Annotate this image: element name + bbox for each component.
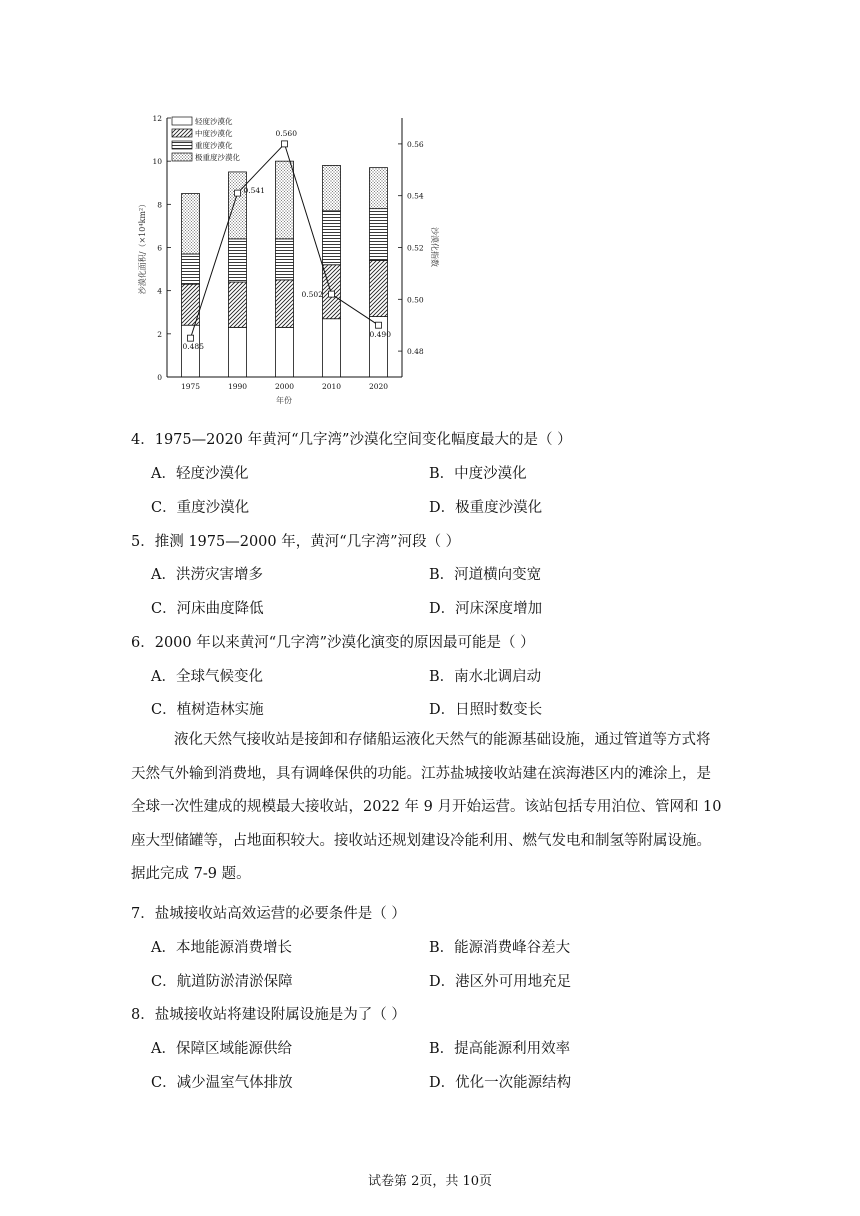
question-7-option-a: A．本地能源消费增长 [151,940,292,956]
x-tick-label: 2000 [274,382,295,391]
question-8-option-c: C．减少温室气体排放 [151,1075,293,1091]
passage-line: 天然气外输到消费地，具有调峰保供的功能。江苏盐城接收站建在滨海港区内的滩涂上，是 [131,765,711,782]
index-point-marker [376,322,382,328]
y-left-tick-label: 0 [157,373,162,382]
question-4-option-d: D．极重度沙漠化 [429,500,543,516]
y-left-tick-label: 6 [157,243,162,253]
question-4-option-a: A．轻度沙漠化 [151,466,249,482]
y-left-tick-label: 8 [157,200,162,210]
bar-segment [229,239,247,282]
legend-swatch [172,129,192,137]
y-left-tick-label: 2 [157,329,162,339]
legend-label: 极重度沙漠化 [195,153,240,162]
y-right-tick-label: 0.52 [407,243,424,253]
bar-segment [323,165,341,210]
legend-label: 中度沙漠化 [195,129,233,138]
bar-segment [276,239,294,280]
question-7-option-c: C．航道防淤清淤保障 [151,974,293,990]
x-tick-label: 2020 [368,382,389,391]
passage-line: 液化天然气接收站是接卸和存储船运液化天然气的能源基础设施，通过管道等方式将 [174,732,711,748]
question-5-option-d: D．河床深度增加 [429,601,543,617]
question-6-option-c: C．植树造林实施 [151,702,264,718]
question-7-option-d: D．港区外可用地充足 [429,974,572,990]
bar-segment [229,172,247,239]
legend-label: 轻度沙漠化 [195,117,233,126]
bar-segment [276,327,294,377]
index-point-label: 0.502 [301,290,323,300]
legend-swatch [172,117,192,125]
bar-segment [182,194,200,254]
question-8-option-d: D．优化一次能源结构 [429,1075,572,1091]
index-point-label: 0.485 [182,342,204,352]
index-point-marker [188,335,194,341]
y-left-tick-label: 4 [157,286,162,296]
question-8-stem: 8．盐城接收站将建设附属设施是为了（ ） [131,1007,406,1023]
index-point-marker [329,291,335,297]
x-tick-label: 1975 [180,382,201,391]
y-right-tick-label: 0.48 [407,347,424,357]
question-5-stem: 5．推测 1975—2000 年，黄河“几字湾”河段（ ） [131,534,461,550]
legend-swatch [172,153,192,161]
question-5-option-b: B．河道横向变宽 [429,567,542,583]
question-8-option-b: B．提高能源利用效率 [429,1041,571,1057]
x-axis-label: 年份 [276,396,292,405]
passage-line: 据此完成 7-9 题。 [131,866,251,882]
y-right-tick-label: 0.50 [407,295,424,305]
question-6-stem: 6．2000 年以来黄河“几字湾”沙漠化演变的原因最可能是（ ） [131,635,535,651]
question-8-option-a: A．保障区域能源供给 [151,1041,292,1057]
question-5-option-c: C．河床曲度降低 [151,601,264,617]
desertification-chart [132,105,452,410]
y-axis-left-label: 沙漠化面积/（×10⁴km²） [138,199,147,295]
bar-segment [182,254,200,284]
index-point-label: 0.490 [369,330,391,340]
y-right-tick-label: 0.56 [407,139,424,149]
y-left-tick-label: 12 [152,114,162,123]
question-7-option-b: B．能源消费峰谷差大 [429,940,571,956]
bar-segment [229,327,247,377]
question-6-option-a: A．全球气候变化 [151,669,263,685]
question-7-stem: 7．盐城接收站高效运营的必要条件是（ ） [131,906,406,922]
reading-passage [131,724,743,892]
page-footer: 试卷第 2页，共 10页 [367,1174,493,1189]
x-tick-label: 1990 [227,382,248,391]
question-4-option-c: C．重度沙漠化 [151,500,250,516]
question-6-option-d: D．日照时数变长 [429,702,543,718]
legend-swatch [172,141,192,149]
y-axis-right-label: 沙漠化指数 [430,227,439,267]
bar-segment [276,161,294,239]
bar-segment [370,260,388,316]
bar-segment [229,282,247,327]
passage-line: 全球一次性建成的规模最大接收站，2022 年 9 月开始运营。该站包括专用泊位、管网和 10 [131,799,722,815]
question-4-option-b: B．中度沙漠化 [429,466,527,482]
bar-segment [323,319,341,377]
bar-segment [276,280,294,327]
bar-segment [370,209,388,261]
passage-line: 座大型储罐等，占地面积较大。接收站还规划建设冷能利用、燃气发电和制氢等附属设施。 [131,832,711,849]
index-point-label: 0.541 [243,186,265,196]
question-5-option-a: A．洪涝灾害增多 [151,567,263,583]
index-point-label: 0.560 [275,128,297,138]
x-tick-label: 2010 [321,382,342,391]
bar-segment [323,211,341,265]
question-6-option-b: B．南水北调启动 [429,669,542,685]
question-4-stem: 4．1975—2020 年黄河“几字湾”沙漠化空间变化幅度最大的是（ ） [131,432,572,448]
y-right-tick-label: 0.54 [407,191,424,201]
legend-label: 重度沙漠化 [195,141,233,150]
index-point-marker [235,190,241,196]
bar-segment [370,168,388,209]
y-left-tick-label: 10 [152,157,162,167]
index-point-marker [282,141,288,147]
